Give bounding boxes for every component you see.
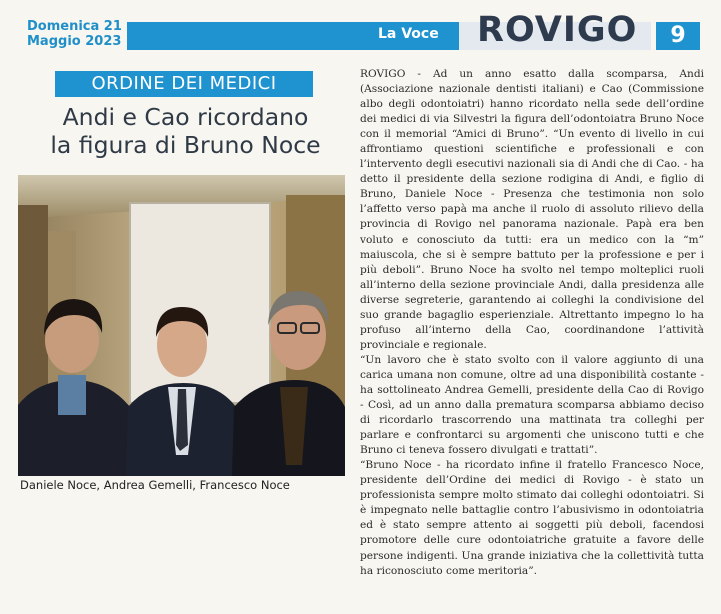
photo-caption: Daniele Noce, Andrea Gemelli, Francesco Noce: [20, 478, 290, 492]
article-photo: [18, 175, 345, 476]
article-kicker: ORDINE DEI MEDICI: [55, 71, 313, 97]
page-header: [0, 0, 721, 62]
issue-date: [27, 19, 122, 49]
headline-line-2: la figura di Bruno Noce: [50, 131, 321, 159]
city-title: ROVIGO: [477, 10, 638, 50]
body-paragraph-3: “Bruno Noce - ha ricordato infine il fratello Francesco Noce, presidente dell’Ordine dei medici di Rovigo - è stato un professionista sempre molto stimato dai colleghi odontoiatri. Si è impegnato nelle battaglie contro l’abusivismo in odontoiatria ed è stato sempre attento ai soggetti più deboli, facendosi promotore delle cure odontoiatriche gratuite a favore delle persone indigenti. Una grande iniziativa che la collettività tutta ha riconosciuto come meritoria”.: [360, 459, 704, 577]
issue-date-day: Domenica 21: [27, 19, 122, 34]
article-body: [360, 67, 704, 579]
body-paragraph-1: ROVIGO - Ad un anno esatto dalla scomparsa, Andi (Associazione nazionale dentisti italiani) e Cao (Commissione albo degli odontoiatri) hanno ricordato nella sede dell’ordine dei medici di via Silvestri la figura dell’odontoiatra Bruno Noce con il memorial “Amici di Bruno”. “Un evento di livello in cui affrontiamo questioni scientifiche e professionali e con l’intervento degli esecutivi nazionali sia di Andi che di Cao. - ha detto il presidente della sezione rodigina di Andi, e figlio di Bruno, Daniele Noce - Presenza che testimonia non solo l’affetto verso papà ma anche il ruolo di assoluto rilievo della provincia di Rovigo nel panorama nazionale. Papà era ben voluto e conosciuto da tutti: era un medico con la “m” maiuscola, che si è sempre battuto per la professione e per i più deboli”. Bruno Noce ha svolto nel tempo molteplici ruoli all’interno della sezione provinciale Andi, dalla presidenza alle diverse segreterie, garantendo ai colleghi la condivisione del suo grande bagaglio esperienziale. Altrettanto impegno lo ha profuso all’interno della Cao, coordinandone l’attività provinciale e regionale.: [360, 68, 704, 351]
body-paragraph-2: “Un lavoro che è stato svolto con il valore aggiunto di una carica umana non comune, oltre ad una disponibilità costante - ha sottolineato Andrea Gemelli, presidente della Cao di Rovigo - Così, ad un anno dalla prematura scomparsa abbiamo deciso di ricordarlo trascorrendo una mattinata tra colleghi per parlare e confrontarci su argomenti che uniscono tutti e che Bruno ci teneva fossero divulgati e trattati”.: [360, 353, 704, 457]
article-headline: [18, 103, 353, 159]
page-number: 9: [656, 22, 700, 50]
issue-date-month-year: Maggio 2023: [27, 34, 122, 49]
newspaper-name: La Voce: [378, 26, 439, 42]
photo-illustration: [18, 175, 345, 476]
headline-line-1: Andi e Cao ricordano: [62, 103, 309, 131]
